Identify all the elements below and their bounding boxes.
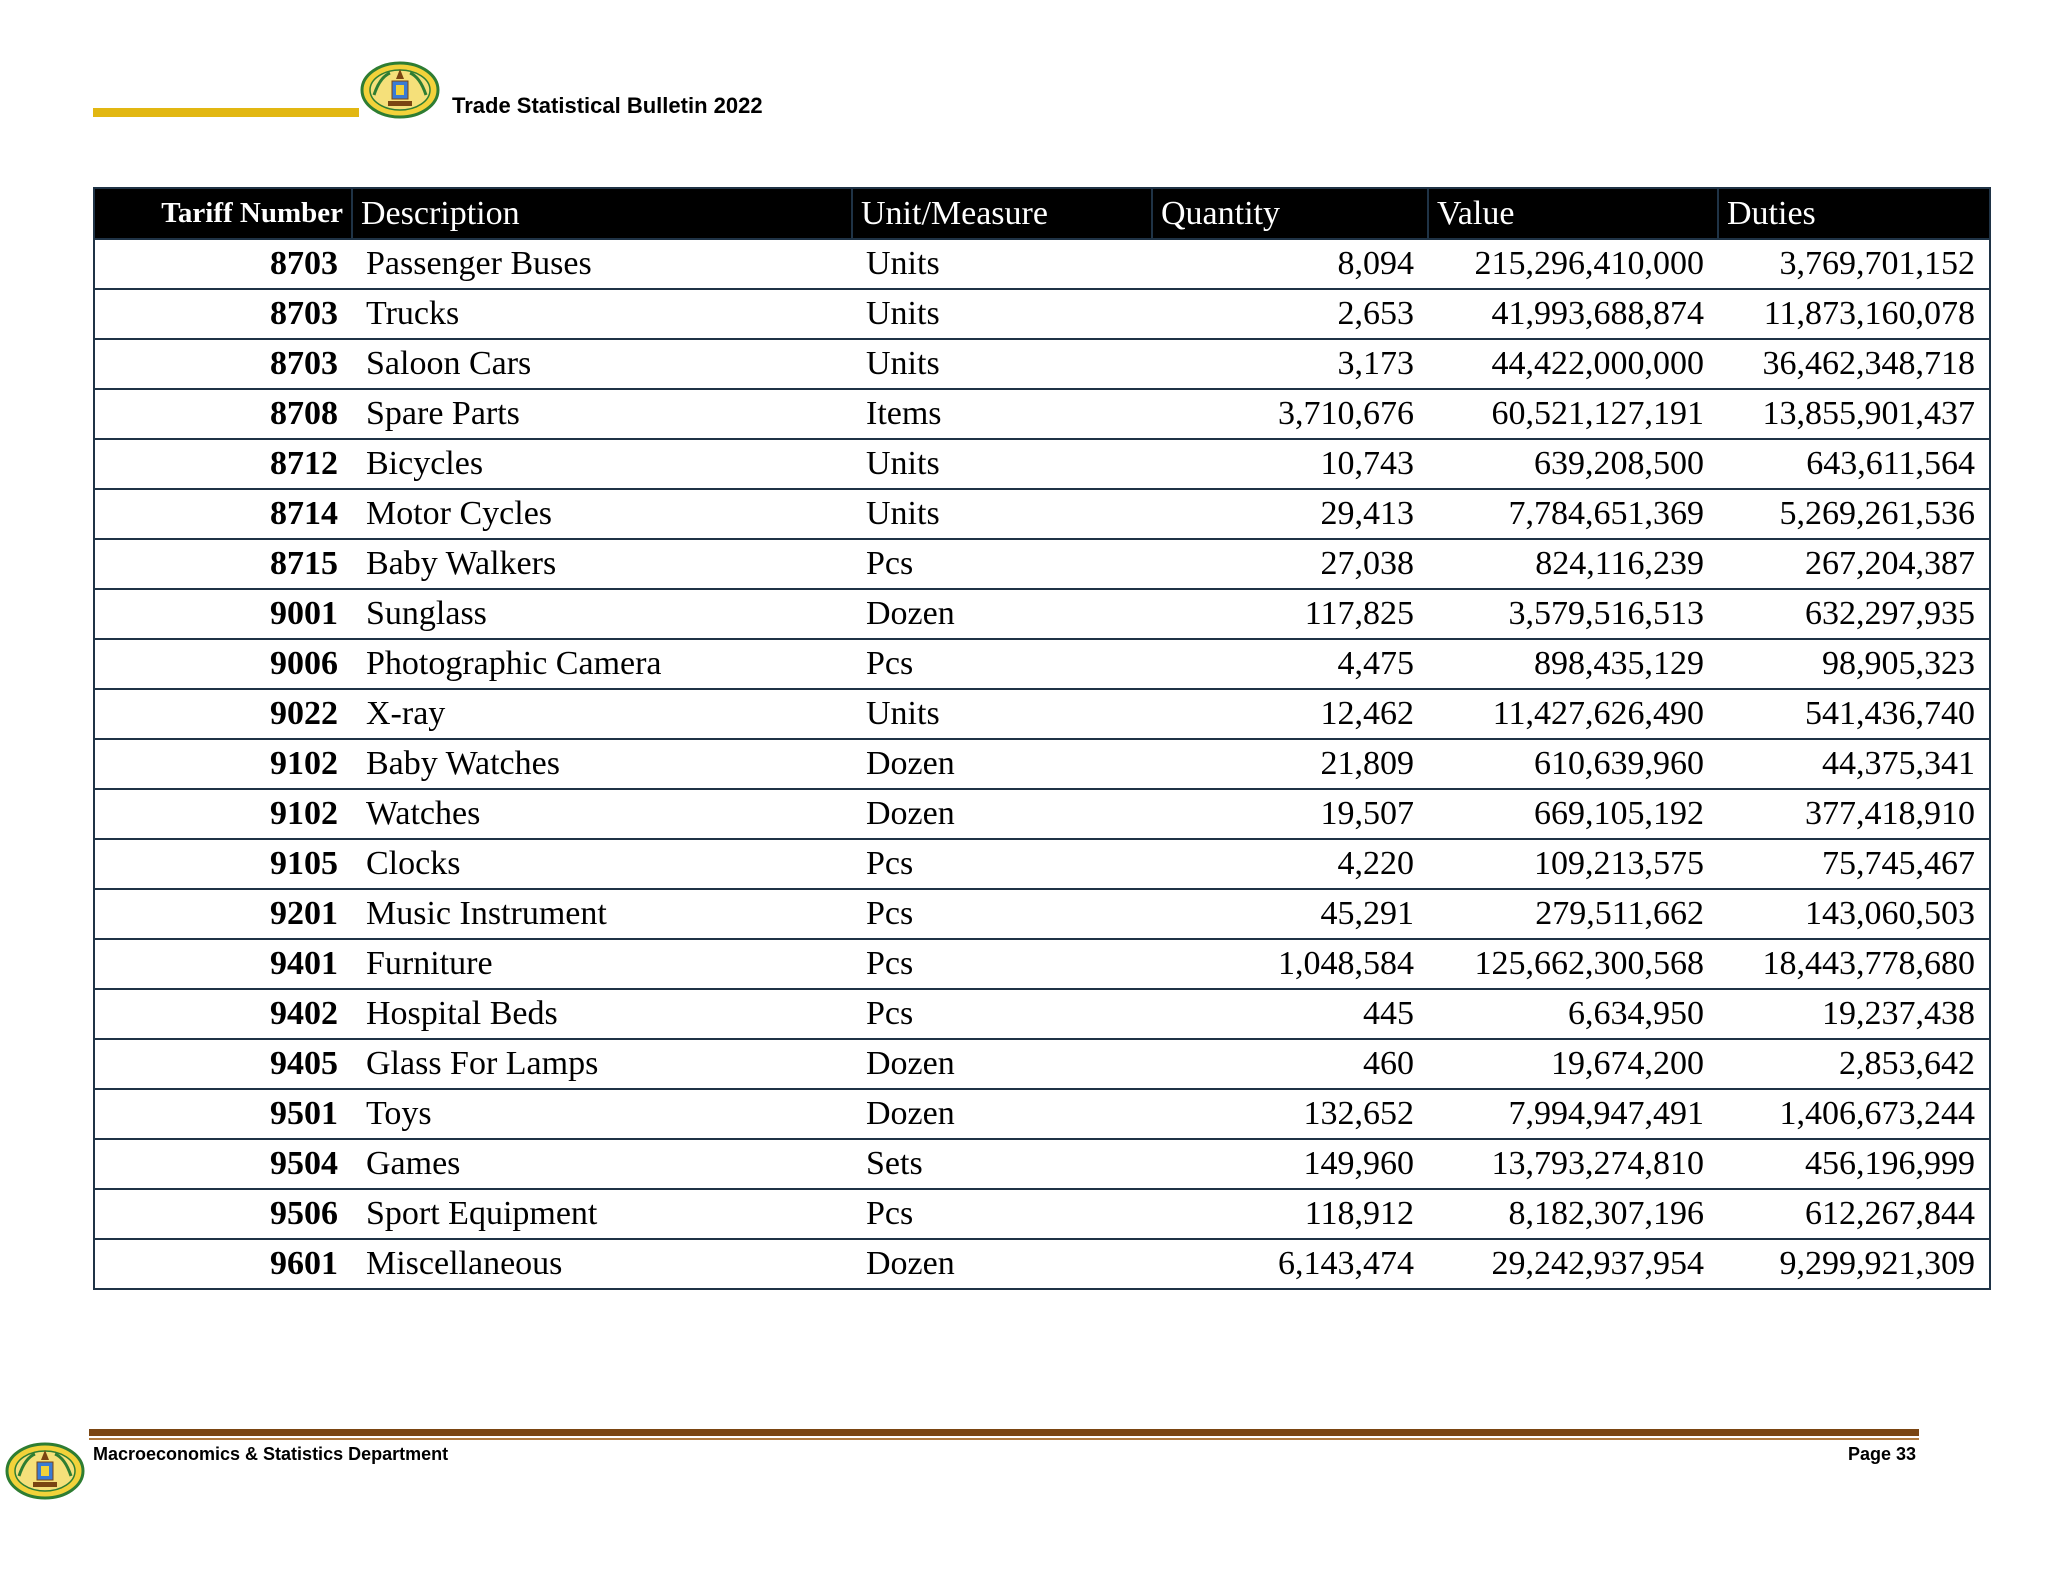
- cell-quantity: 117,825: [1152, 589, 1428, 639]
- cell-quantity: 29,413: [1152, 489, 1428, 539]
- table-header-row: [94, 188, 1990, 239]
- cell-unit-measure: Units: [852, 489, 1152, 539]
- cell-tariff-number: 8703: [94, 239, 352, 289]
- footer-department: Macroeconomics & Statistics Department: [93, 1444, 449, 1464]
- cell-quantity: 2,653: [1152, 289, 1428, 339]
- cell-tariff-number: 9405: [94, 1039, 352, 1089]
- cell-quantity: 3,173: [1152, 339, 1428, 389]
- cell-tariff-number: 9022: [94, 689, 352, 739]
- national-emblem-icon: [360, 61, 440, 119]
- cell-duties: 5,269,261,536: [1718, 489, 1990, 539]
- cell-unit-measure: Pcs: [852, 989, 1152, 1039]
- page-number: Page 33: [1847, 1444, 1916, 1464]
- table-row: [94, 689, 1990, 739]
- cell-unit-measure: Units: [852, 689, 1152, 739]
- column-header-duties: Duties: [1718, 188, 1990, 239]
- cell-description: Music Instrument: [352, 889, 852, 939]
- cell-tariff-number: 9201: [94, 889, 352, 939]
- cell-description: Baby Watches: [352, 739, 852, 789]
- cell-quantity: 1,048,584: [1152, 939, 1428, 989]
- cell-tariff-number: 9402: [94, 989, 352, 1039]
- cell-duties: 75,745,467: [1718, 839, 1990, 889]
- cell-value: 29,242,937,954: [1428, 1239, 1718, 1289]
- cell-value: 44,422,000,000: [1428, 339, 1718, 389]
- cell-duties: 11,873,160,078: [1718, 289, 1990, 339]
- cell-duties: 19,237,438: [1718, 989, 1990, 1039]
- cell-quantity: 132,652: [1152, 1089, 1428, 1139]
- table-row: [94, 539, 1990, 589]
- cell-unit-measure: Dozen: [852, 589, 1152, 639]
- cell-duties: 456,196,999: [1718, 1139, 1990, 1189]
- cell-tariff-number: 9504: [94, 1139, 352, 1189]
- footer-rule-thin: [89, 1438, 1919, 1440]
- table-row: [94, 739, 1990, 789]
- cell-quantity: 445: [1152, 989, 1428, 1039]
- cell-value: 215,296,410,000: [1428, 239, 1718, 289]
- cell-description: Spare Parts: [352, 389, 852, 439]
- cell-quantity: 6,143,474: [1152, 1239, 1428, 1289]
- cell-unit-measure: Pcs: [852, 639, 1152, 689]
- cell-unit-measure: Dozen: [852, 1089, 1152, 1139]
- cell-tariff-number: 8708: [94, 389, 352, 439]
- cell-tariff-number: 8703: [94, 289, 352, 339]
- cell-duties: 98,905,323: [1718, 639, 1990, 689]
- cell-duties: 44,375,341: [1718, 739, 1990, 789]
- cell-description: X-ray: [352, 689, 852, 739]
- cell-unit-measure: Dozen: [852, 1239, 1152, 1289]
- cell-tariff-number: 9006: [94, 639, 352, 689]
- cell-description: Photographic Camera: [352, 639, 852, 689]
- cell-quantity: 21,809: [1152, 739, 1428, 789]
- cell-value: 125,662,300,568: [1428, 939, 1718, 989]
- cell-tariff-number: 9102: [94, 739, 352, 789]
- table-row: [94, 989, 1990, 1039]
- cell-value: 19,674,200: [1428, 1039, 1718, 1089]
- table-row: [94, 339, 1990, 389]
- cell-unit-measure: Units: [852, 439, 1152, 489]
- cell-duties: 18,443,778,680: [1718, 939, 1990, 989]
- cell-value: 6,634,950: [1428, 989, 1718, 1039]
- table-row: [94, 1239, 1990, 1289]
- table-row: [94, 1189, 1990, 1239]
- table-row: [94, 289, 1990, 339]
- table-row: [94, 789, 1990, 839]
- cell-quantity: 118,912: [1152, 1189, 1428, 1239]
- cell-description: Bicycles: [352, 439, 852, 489]
- header-rule: [93, 108, 359, 117]
- cell-unit-measure: Pcs: [852, 939, 1152, 989]
- table-row: [94, 439, 1990, 489]
- cell-duties: 612,267,844: [1718, 1189, 1990, 1239]
- cell-duties: 36,462,348,718: [1718, 339, 1990, 389]
- cell-unit-measure: Dozen: [852, 739, 1152, 789]
- table-row: [94, 489, 1990, 539]
- cell-tariff-number: 8714: [94, 489, 352, 539]
- cell-quantity: 3,710,676: [1152, 389, 1428, 439]
- cell-value: 279,511,662: [1428, 889, 1718, 939]
- cell-unit-measure: Pcs: [852, 889, 1152, 939]
- cell-unit-measure: Dozen: [852, 789, 1152, 839]
- cell-unit-measure: Units: [852, 339, 1152, 389]
- cell-unit-measure: Dozen: [852, 1039, 1152, 1089]
- cell-value: 610,639,960: [1428, 739, 1718, 789]
- cell-description: Sunglass: [352, 589, 852, 639]
- cell-duties: 1,406,673,244: [1718, 1089, 1990, 1139]
- cell-duties: 541,436,740: [1718, 689, 1990, 739]
- footer-rule: [89, 1429, 1919, 1436]
- cell-duties: 143,060,503: [1718, 889, 1990, 939]
- cell-description: Toys: [352, 1089, 852, 1139]
- cell-quantity: 19,507: [1152, 789, 1428, 839]
- table-row: [94, 1039, 1990, 1089]
- column-header-description: Description: [352, 188, 852, 239]
- cell-tariff-number: 9401: [94, 939, 352, 989]
- cell-duties: 377,418,910: [1718, 789, 1990, 839]
- column-header-unit-measure: Unit/Measure: [852, 188, 1152, 239]
- cell-unit-measure: Items: [852, 389, 1152, 439]
- cell-quantity: 10,743: [1152, 439, 1428, 489]
- cell-description: Watches: [352, 789, 852, 839]
- cell-quantity: 12,462: [1152, 689, 1428, 739]
- cell-value: 669,105,192: [1428, 789, 1718, 839]
- cell-value: 898,435,129: [1428, 639, 1718, 689]
- cell-description: Clocks: [352, 839, 852, 889]
- table-row: [94, 1139, 1990, 1189]
- cell-description: Hospital Beds: [352, 989, 852, 1039]
- cell-value: 3,579,516,513: [1428, 589, 1718, 639]
- cell-quantity: 27,038: [1152, 539, 1428, 589]
- column-header-quantity: Quantity: [1152, 188, 1428, 239]
- cell-tariff-number: 9001: [94, 589, 352, 639]
- cell-duties: 267,204,387: [1718, 539, 1990, 589]
- cell-description: Sport Equipment: [352, 1189, 852, 1239]
- table-row: [94, 239, 1990, 289]
- cell-quantity: 8,094: [1152, 239, 1428, 289]
- cell-description: Trucks: [352, 289, 852, 339]
- national-emblem-icon: [5, 1442, 85, 1500]
- cell-description: Games: [352, 1139, 852, 1189]
- table-row: [94, 889, 1990, 939]
- table-row: [94, 839, 1990, 889]
- cell-value: 7,994,947,491: [1428, 1089, 1718, 1139]
- cell-unit-measure: Units: [852, 289, 1152, 339]
- cell-quantity: 4,220: [1152, 839, 1428, 889]
- cell-description: Baby Walkers: [352, 539, 852, 589]
- cell-value: 109,213,575: [1428, 839, 1718, 889]
- table-row: [94, 589, 1990, 639]
- cell-tariff-number: 8715: [94, 539, 352, 589]
- cell-duties: 13,855,901,437: [1718, 389, 1990, 439]
- cell-unit-measure: Units: [852, 239, 1152, 289]
- cell-quantity: 45,291: [1152, 889, 1428, 939]
- cell-quantity: 149,960: [1152, 1139, 1428, 1189]
- tariff-table: [93, 187, 1991, 1290]
- cell-value: 60,521,127,191: [1428, 389, 1718, 439]
- cell-value: 13,793,274,810: [1428, 1139, 1718, 1189]
- cell-unit-measure: Pcs: [852, 539, 1152, 589]
- cell-unit-measure: Pcs: [852, 1189, 1152, 1239]
- cell-description: Passenger Buses: [352, 239, 852, 289]
- cell-unit-measure: Sets: [852, 1139, 1152, 1189]
- cell-tariff-number: 8712: [94, 439, 352, 489]
- table-row: [94, 639, 1990, 689]
- bulletin-title: Trade Statistical Bulletin 2022: [452, 93, 763, 118]
- cell-tariff-number: 9501: [94, 1089, 352, 1139]
- cell-value: 11,427,626,490: [1428, 689, 1718, 739]
- cell-quantity: 4,475: [1152, 639, 1428, 689]
- cell-description: Furniture: [352, 939, 852, 989]
- cell-value: 7,784,651,369: [1428, 489, 1718, 539]
- table-row: [94, 1089, 1990, 1139]
- cell-value: 8,182,307,196: [1428, 1189, 1718, 1239]
- cell-duties: 3,769,701,152: [1718, 239, 1990, 289]
- cell-value: 639,208,500: [1428, 439, 1718, 489]
- column-header-tariff-number: Tariff Number: [94, 188, 352, 239]
- column-header-value: Value: [1428, 188, 1718, 239]
- cell-tariff-number: 9506: [94, 1189, 352, 1239]
- cell-tariff-number: 9601: [94, 1239, 352, 1289]
- cell-description: Glass For Lamps: [352, 1039, 852, 1089]
- table-row: [94, 389, 1990, 439]
- table-row: [94, 939, 1990, 989]
- cell-quantity: 460: [1152, 1039, 1428, 1089]
- cell-value: 41,993,688,874: [1428, 289, 1718, 339]
- cell-duties: 643,611,564: [1718, 439, 1990, 489]
- cell-tariff-number: 8703: [94, 339, 352, 389]
- cell-description: Motor Cycles: [352, 489, 852, 539]
- cell-duties: 9,299,921,309: [1718, 1239, 1990, 1289]
- cell-description: Miscellaneous: [352, 1239, 852, 1289]
- cell-duties: 2,853,642: [1718, 1039, 1990, 1089]
- cell-value: 824,116,239: [1428, 539, 1718, 589]
- cell-description: Saloon Cars: [352, 339, 852, 389]
- cell-duties: 632,297,935: [1718, 589, 1990, 639]
- cell-tariff-number: 9105: [94, 839, 352, 889]
- cell-tariff-number: 9102: [94, 789, 352, 839]
- cell-unit-measure: Pcs: [852, 839, 1152, 889]
